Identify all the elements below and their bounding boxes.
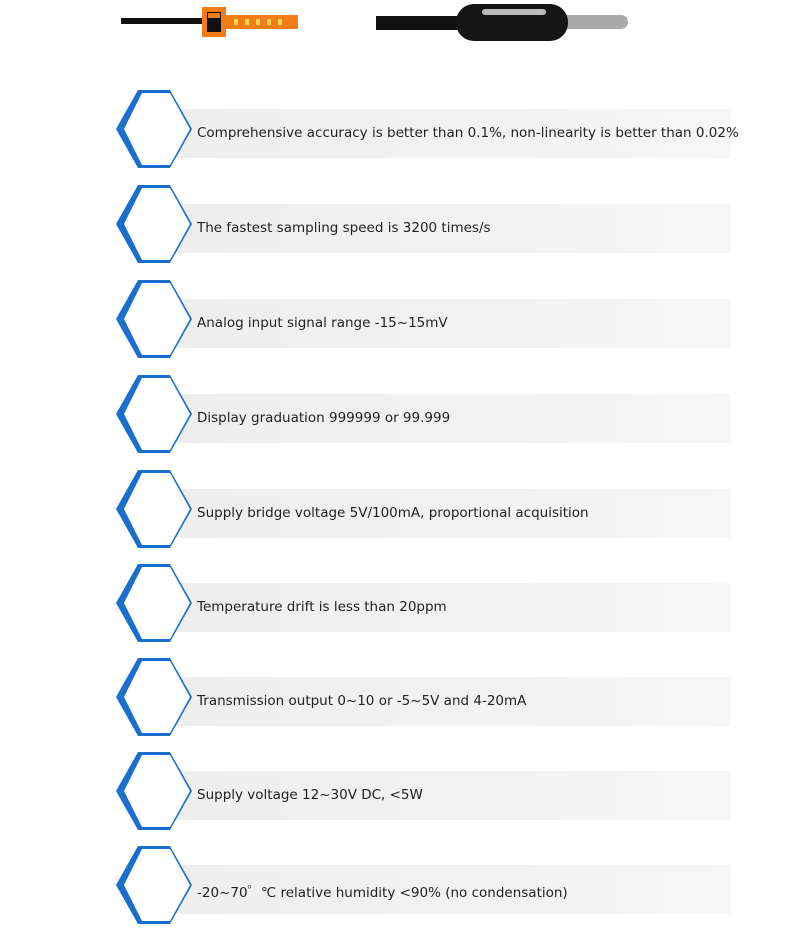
feature-text: Temperature drift is less than 20ppm — [197, 599, 447, 615]
hexagon-badge-icon — [112, 564, 196, 642]
hexagon-badge-icon — [112, 185, 196, 263]
feature-text: Display graduation 999999 or 99.999 — [197, 410, 451, 426]
feature-text: Comprehensive accuracy is better than 0.1%, non-linearity is better than 0.02% — [197, 125, 739, 141]
feature-item — [112, 564, 732, 642]
feature-text: Transmission output 0~10 or -5~5V and 4-20mA — [197, 693, 527, 709]
feature-text: Supply bridge voltage 5V/100mA, proportional acquisition — [197, 505, 589, 521]
hexagon-badge-icon — [112, 752, 196, 830]
feature-text: The fastest sampling speed is 3200 times/s — [197, 220, 491, 236]
feature-item — [112, 90, 739, 168]
feature-item — [112, 752, 732, 830]
feature-text: Analog input signal range -15~15mV — [197, 315, 448, 331]
feature-text: -20~70゜℃ relative humidity <90% (no condensation) — [197, 885, 568, 901]
feature-item — [112, 185, 732, 263]
hexagon-badge-icon — [112, 658, 196, 736]
feature-text: Supply voltage 12~30V DC, <5W — [197, 787, 423, 803]
hexagon-badge-icon — [112, 375, 196, 453]
feature-item — [112, 280, 732, 358]
hexagon-badge-icon — [112, 846, 196, 924]
feature-item — [112, 658, 732, 736]
feature-item — [112, 470, 732, 548]
feature-item — [112, 846, 732, 924]
hexagon-badge-icon — [112, 90, 196, 168]
feature-item — [112, 375, 732, 453]
hexagon-badge-icon — [112, 280, 196, 358]
hexagon-badge-icon — [112, 470, 196, 548]
